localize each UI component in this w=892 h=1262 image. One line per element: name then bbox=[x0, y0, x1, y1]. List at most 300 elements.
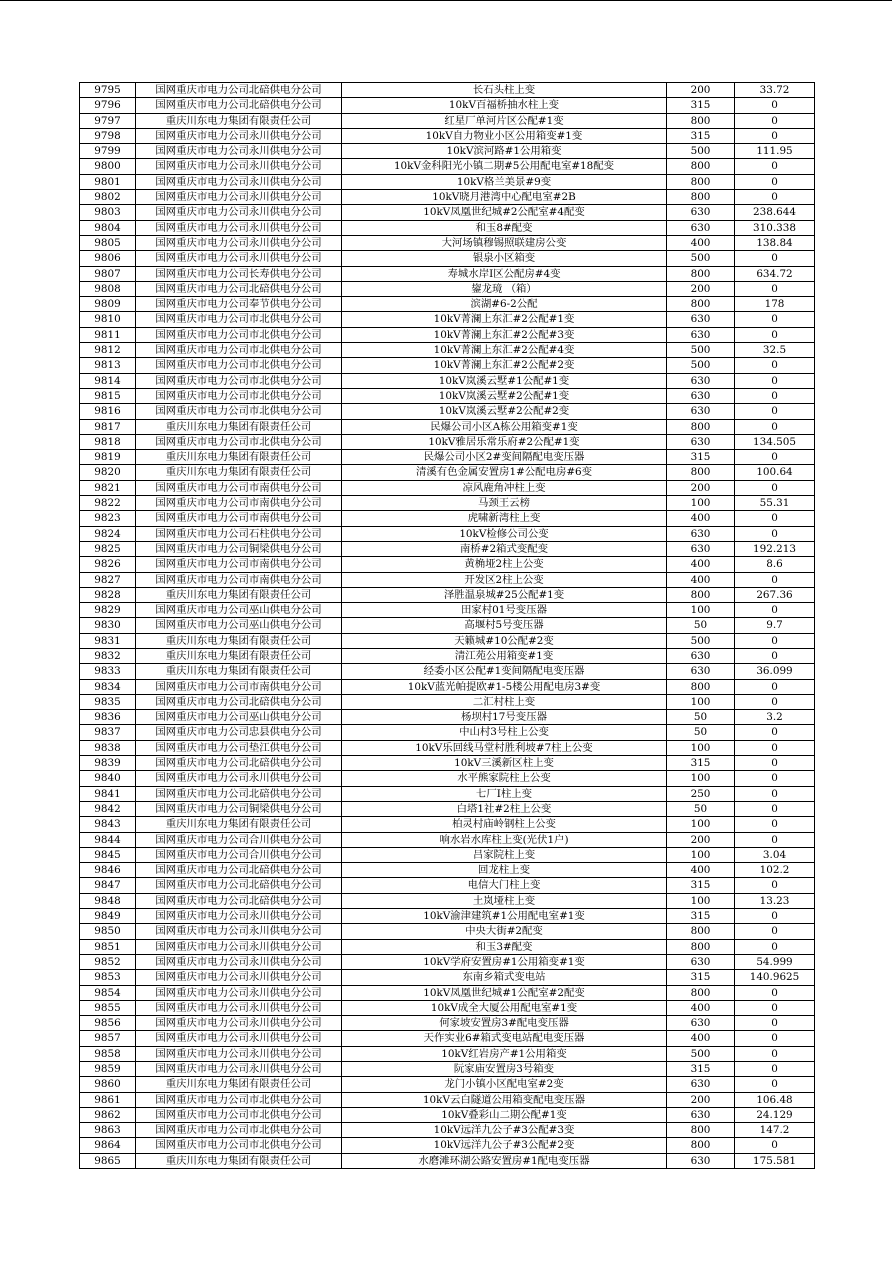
transformer-name-cell: 10kV远洋九公子#3公配#3变 bbox=[342, 1123, 667, 1138]
value-cell: 634.72 bbox=[735, 266, 815, 281]
capacity-cell: 200 bbox=[667, 832, 735, 847]
transformer-name-cell: 10kV菁澜上东汇#2公配#2变 bbox=[342, 358, 667, 373]
value-cell: 0 bbox=[735, 633, 815, 648]
capacity-cell: 400 bbox=[667, 1031, 735, 1046]
capacity-cell: 200 bbox=[667, 281, 735, 296]
row-number: 9799 bbox=[80, 144, 136, 159]
value-cell: 0 bbox=[735, 98, 815, 113]
row-number: 9834 bbox=[80, 679, 136, 694]
value-cell: 54.999 bbox=[735, 954, 815, 969]
row-number: 9814 bbox=[80, 373, 136, 388]
table-row bbox=[80, 847, 815, 862]
transformer-name-cell: 10kV远洋九公子#3公配#2变 bbox=[342, 1138, 667, 1153]
transformer-name-cell: 吕家院柱上变 bbox=[342, 847, 667, 862]
value-cell: 0 bbox=[735, 190, 815, 205]
value-cell: 178 bbox=[735, 297, 815, 312]
value-cell: 0 bbox=[735, 878, 815, 893]
value-cell: 102.2 bbox=[735, 863, 815, 878]
transformer-name-cell: 水磨滩环湖公路安置房#1配电变压器 bbox=[342, 1153, 667, 1168]
transformer-name-cell: 10kV成全大厦公用配电室#1变 bbox=[342, 1000, 667, 1015]
transformer-name-cell: 民爆公司小区A栋公用箱变#1变 bbox=[342, 419, 667, 434]
table-row bbox=[80, 954, 815, 969]
company-cell: 国网重庆市电力公司铜梁供电分公司 bbox=[136, 801, 342, 816]
value-cell: 138.84 bbox=[735, 235, 815, 250]
transformer-name-cell: 10kV岚溪云墅#2公配#2变 bbox=[342, 404, 667, 419]
table-row bbox=[80, 190, 815, 205]
capacity-cell: 630 bbox=[667, 327, 735, 342]
value-cell: 13.23 bbox=[735, 893, 815, 908]
value-cell: 0 bbox=[735, 939, 815, 954]
table-row bbox=[80, 970, 815, 985]
transformer-name-cell: 滨湖#6-2公配 bbox=[342, 297, 667, 312]
table-row bbox=[80, 694, 815, 709]
table-row bbox=[80, 1138, 815, 1153]
capacity-cell: 800 bbox=[667, 587, 735, 602]
table-row bbox=[80, 419, 815, 434]
capacity-cell: 800 bbox=[667, 924, 735, 939]
company-cell: 国网重庆市电力公司北碚供电分公司 bbox=[136, 786, 342, 801]
row-number: 9800 bbox=[80, 159, 136, 174]
value-cell: 0 bbox=[735, 281, 815, 296]
value-cell: 24.129 bbox=[735, 1107, 815, 1122]
row-number: 9852 bbox=[80, 954, 136, 969]
capacity-cell: 200 bbox=[667, 83, 735, 98]
transformer-name-cell: 长石头柱上变 bbox=[342, 83, 667, 98]
value-cell: 3.04 bbox=[735, 847, 815, 862]
transformer-name-cell: 二汇村柱上变 bbox=[342, 694, 667, 709]
company-cell: 国网重庆市电力公司巫山供电分公司 bbox=[136, 710, 342, 725]
transformer-name-cell: 清江苑公用箱变#1变 bbox=[342, 648, 667, 663]
transformer-name-cell: 阮家庙安置房3号箱变 bbox=[342, 1062, 667, 1077]
capacity-cell: 400 bbox=[667, 863, 735, 878]
value-cell: 0 bbox=[735, 771, 815, 786]
transformer-name-cell: 10kV凤凰世纪城#1公配室#2配变 bbox=[342, 985, 667, 1000]
company-cell: 国网重庆市电力公司北碚供电分公司 bbox=[136, 756, 342, 771]
company-cell: 国网重庆市电力公司永川供电分公司 bbox=[136, 190, 342, 205]
table-body bbox=[80, 83, 815, 1169]
table-row bbox=[80, 312, 815, 327]
company-cell: 国网重庆市电力公司巫山供电分公司 bbox=[136, 603, 342, 618]
company-cell: 国网重庆市电力公司永川供电分公司 bbox=[136, 1000, 342, 1015]
value-cell: 0 bbox=[735, 113, 815, 128]
capacity-cell: 630 bbox=[667, 1016, 735, 1031]
transformer-name-cell: 龙门小镇小区配电室#2变 bbox=[342, 1077, 667, 1092]
transformer-name-cell: 七厂Ⅰ柱上变 bbox=[342, 786, 667, 801]
value-cell: 8.6 bbox=[735, 557, 815, 572]
table-row bbox=[80, 909, 815, 924]
capacity-cell: 100 bbox=[667, 496, 735, 511]
capacity-cell: 800 bbox=[667, 679, 735, 694]
transformer-name-cell: 田家村01号变压器 bbox=[342, 603, 667, 618]
company-cell: 国网重庆市电力公司石柱供电分公司 bbox=[136, 526, 342, 541]
transformer-name-cell: 10kV学府安置房#1公用箱变#1变 bbox=[342, 954, 667, 969]
company-cell: 国网重庆市电力公司永川供电分公司 bbox=[136, 220, 342, 235]
row-number: 9808 bbox=[80, 281, 136, 296]
transformer-name-cell: 开发区2柱上公变 bbox=[342, 572, 667, 587]
table-row bbox=[80, 144, 815, 159]
company-cell: 国网重庆市电力公司铜梁供电分公司 bbox=[136, 541, 342, 556]
row-number: 9811 bbox=[80, 327, 136, 342]
table-row bbox=[80, 893, 815, 908]
capacity-cell: 500 bbox=[667, 144, 735, 159]
table-row bbox=[80, 128, 815, 143]
company-cell: 重庆川东电力集团有限责任公司 bbox=[136, 419, 342, 434]
capacity-cell: 630 bbox=[667, 1107, 735, 1122]
table-row bbox=[80, 220, 815, 235]
company-cell: 国网重庆市电力公司北碚供电分公司 bbox=[136, 878, 342, 893]
table-row bbox=[80, 205, 815, 220]
capacity-cell: 630 bbox=[667, 312, 735, 327]
table-row bbox=[80, 832, 815, 847]
row-number: 9839 bbox=[80, 756, 136, 771]
row-number: 9802 bbox=[80, 190, 136, 205]
table-row bbox=[80, 1046, 815, 1061]
value-cell: 0 bbox=[735, 786, 815, 801]
row-number: 9812 bbox=[80, 343, 136, 358]
value-cell: 0 bbox=[735, 128, 815, 143]
value-cell: 0 bbox=[735, 174, 815, 189]
transformer-name-cell: 和玉3#配变 bbox=[342, 939, 667, 954]
company-cell: 国网重庆市电力公司市南供电分公司 bbox=[136, 480, 342, 495]
company-cell: 国网重庆市电力公司永川供电分公司 bbox=[136, 924, 342, 939]
company-cell: 重庆川东电力集团有限责任公司 bbox=[136, 587, 342, 602]
value-cell: 310.338 bbox=[735, 220, 815, 235]
company-cell: 重庆川东电力集团有限责任公司 bbox=[136, 817, 342, 832]
capacity-cell: 500 bbox=[667, 358, 735, 373]
company-cell: 国网重庆市电力公司奉节供电分公司 bbox=[136, 297, 342, 312]
capacity-cell: 315 bbox=[667, 1062, 735, 1077]
value-cell: 0 bbox=[735, 985, 815, 1000]
company-cell: 国网重庆市电力公司北碚供电分公司 bbox=[136, 83, 342, 98]
transformer-name-cell: 东南乡箱式变电站 bbox=[342, 970, 667, 985]
company-cell: 国网重庆市电力公司市南供电分公司 bbox=[136, 496, 342, 511]
row-number: 9827 bbox=[80, 572, 136, 587]
transformer-name-cell: 10kV百福桥抽水柱上变 bbox=[342, 98, 667, 113]
company-cell: 国网重庆市电力公司巫山供电分公司 bbox=[136, 618, 342, 633]
row-number: 9829 bbox=[80, 603, 136, 618]
table-row bbox=[80, 1107, 815, 1122]
company-cell: 国网重庆市电力公司市北供电分公司 bbox=[136, 312, 342, 327]
capacity-cell: 630 bbox=[667, 541, 735, 556]
table-row bbox=[80, 373, 815, 388]
row-number: 9821 bbox=[80, 480, 136, 495]
company-cell: 国网重庆市电力公司永川供电分公司 bbox=[136, 771, 342, 786]
capacity-cell: 800 bbox=[667, 1138, 735, 1153]
value-cell: 0 bbox=[735, 511, 815, 526]
table-row bbox=[80, 541, 815, 556]
company-cell: 重庆川东电力集团有限责任公司 bbox=[136, 113, 342, 128]
transformer-name-cell: 10kV格兰美景#9变 bbox=[342, 174, 667, 189]
table-row bbox=[80, 159, 815, 174]
transformer-name-cell: 凉风鹿角冲柱上变 bbox=[342, 480, 667, 495]
row-number: 9826 bbox=[80, 557, 136, 572]
row-number: 9828 bbox=[80, 587, 136, 602]
row-number: 9823 bbox=[80, 511, 136, 526]
row-number: 9848 bbox=[80, 893, 136, 908]
row-number: 9818 bbox=[80, 434, 136, 449]
table-row bbox=[80, 1016, 815, 1031]
row-number: 9803 bbox=[80, 205, 136, 220]
value-cell: 0 bbox=[735, 450, 815, 465]
capacity-cell: 315 bbox=[667, 98, 735, 113]
table-row bbox=[80, 113, 815, 128]
value-cell: 147.2 bbox=[735, 1123, 815, 1138]
capacity-cell: 315 bbox=[667, 756, 735, 771]
value-cell: 140.9625 bbox=[735, 970, 815, 985]
company-cell: 国网重庆市电力公司垫江供电分公司 bbox=[136, 740, 342, 755]
row-number: 9836 bbox=[80, 710, 136, 725]
value-cell: 111.95 bbox=[735, 144, 815, 159]
transformer-name-cell: 中山村3号柱上公变 bbox=[342, 725, 667, 740]
capacity-cell: 800 bbox=[667, 465, 735, 480]
table-row bbox=[80, 1000, 815, 1015]
transformer-name-cell: 10kV雅居乐常乐府#2公配#1变 bbox=[342, 434, 667, 449]
transformer-name-cell: 马颈王云榜 bbox=[342, 496, 667, 511]
table-row bbox=[80, 1092, 815, 1107]
table-row bbox=[80, 771, 815, 786]
value-cell: 0 bbox=[735, 679, 815, 694]
company-cell: 国网重庆市电力公司永川供电分公司 bbox=[136, 954, 342, 969]
table-row bbox=[80, 343, 815, 358]
transformer-name-cell: 中央大街#2配变 bbox=[342, 924, 667, 939]
capacity-cell: 630 bbox=[667, 1153, 735, 1168]
table-row bbox=[80, 480, 815, 495]
row-number: 9806 bbox=[80, 251, 136, 266]
company-cell: 国网重庆市电力公司市南供电分公司 bbox=[136, 511, 342, 526]
capacity-cell: 630 bbox=[667, 1077, 735, 1092]
transformer-name-cell: 10kV自力物业小区公用箱变#1变 bbox=[342, 128, 667, 143]
row-number: 9820 bbox=[80, 465, 136, 480]
row-number: 9825 bbox=[80, 541, 136, 556]
company-cell: 国网重庆市电力公司永川供电分公司 bbox=[136, 144, 342, 159]
value-cell: 0 bbox=[735, 572, 815, 587]
transformer-name-cell: 10kV菁澜上东汇#2公配#4变 bbox=[342, 343, 667, 358]
capacity-cell: 100 bbox=[667, 817, 735, 832]
value-cell: 0 bbox=[735, 1077, 815, 1092]
transformer-name-cell: 10kV三溪新区柱上变 bbox=[342, 756, 667, 771]
value-cell: 192.213 bbox=[735, 541, 815, 556]
table-row bbox=[80, 1153, 815, 1168]
company-cell: 国网重庆市电力公司永川供电分公司 bbox=[136, 1046, 342, 1061]
row-number: 9815 bbox=[80, 388, 136, 403]
company-cell: 国网重庆市电力公司市北供电分公司 bbox=[136, 1092, 342, 1107]
table-row bbox=[80, 1123, 815, 1138]
company-cell: 国网重庆市电力公司市北供电分公司 bbox=[136, 358, 342, 373]
company-cell: 国网重庆市电力公司合川供电分公司 bbox=[136, 832, 342, 847]
company-cell: 国网重庆市电力公司市北供电分公司 bbox=[136, 1123, 342, 1138]
row-number: 9846 bbox=[80, 863, 136, 878]
capacity-cell: 100 bbox=[667, 893, 735, 908]
capacity-cell: 630 bbox=[667, 205, 735, 220]
value-cell: 0 bbox=[735, 832, 815, 847]
transformer-name-cell: 黄桷垭2柱上公变 bbox=[342, 557, 667, 572]
value-cell: 36.099 bbox=[735, 664, 815, 679]
row-number: 9863 bbox=[80, 1123, 136, 1138]
company-cell: 国网重庆市电力公司市南供电分公司 bbox=[136, 679, 342, 694]
row-number: 9796 bbox=[80, 98, 136, 113]
transformer-name-cell: 白塔1社#2柱上公变 bbox=[342, 801, 667, 816]
capacity-cell: 250 bbox=[667, 786, 735, 801]
company-cell: 国网重庆市电力公司永川供电分公司 bbox=[136, 970, 342, 985]
page-top-border bbox=[0, 0, 892, 1]
transformer-name-cell: 南桥#2箱式变配变 bbox=[342, 541, 667, 556]
value-cell: 0 bbox=[735, 159, 815, 174]
transformer-name-cell: 电信大门柱上变 bbox=[342, 878, 667, 893]
capacity-cell: 500 bbox=[667, 633, 735, 648]
transformer-name-cell: 泽胜温泉城#25公配#1变 bbox=[342, 587, 667, 602]
value-cell: 0 bbox=[735, 725, 815, 740]
company-cell: 重庆川东电力集团有限责任公司 bbox=[136, 633, 342, 648]
company-cell: 国网重庆市电力公司永川供电分公司 bbox=[136, 174, 342, 189]
value-cell: 100.64 bbox=[735, 465, 815, 480]
company-cell: 国网重庆市电力公司北碚供电分公司 bbox=[136, 98, 342, 113]
company-cell: 重庆川东电力集团有限责任公司 bbox=[136, 465, 342, 480]
table-row bbox=[80, 587, 815, 602]
transformer-name-cell: 天籁城#10公配#2变 bbox=[342, 633, 667, 648]
company-cell: 国网重庆市电力公司永川供电分公司 bbox=[136, 909, 342, 924]
table-row bbox=[80, 83, 815, 98]
capacity-cell: 400 bbox=[667, 572, 735, 587]
value-cell: 3.2 bbox=[735, 710, 815, 725]
value-cell: 238.644 bbox=[735, 205, 815, 220]
row-number: 9842 bbox=[80, 801, 136, 816]
row-number: 9865 bbox=[80, 1153, 136, 1168]
value-cell: 0 bbox=[735, 1031, 815, 1046]
table-row bbox=[80, 526, 815, 541]
company-cell: 国网重庆市电力公司市北供电分公司 bbox=[136, 373, 342, 388]
value-cell: 0 bbox=[735, 251, 815, 266]
transformer-name-cell: 清溪有色金属安置房1#公配电房#6变 bbox=[342, 465, 667, 480]
table-row bbox=[80, 985, 815, 1000]
transformer-name-cell: 10kV菁澜上东汇#2公配#1变 bbox=[342, 312, 667, 327]
company-cell: 国网重庆市电力公司永川供电分公司 bbox=[136, 939, 342, 954]
company-cell: 国网重庆市电力公司永川供电分公司 bbox=[136, 205, 342, 220]
capacity-cell: 50 bbox=[667, 725, 735, 740]
table-row bbox=[80, 557, 815, 572]
company-cell: 国网重庆市电力公司永川供电分公司 bbox=[136, 1031, 342, 1046]
capacity-cell: 630 bbox=[667, 434, 735, 449]
capacity-cell: 800 bbox=[667, 174, 735, 189]
value-cell: 0 bbox=[735, 801, 815, 816]
capacity-cell: 800 bbox=[667, 297, 735, 312]
capacity-cell: 315 bbox=[667, 128, 735, 143]
row-number: 9809 bbox=[80, 297, 136, 312]
capacity-cell: 315 bbox=[667, 909, 735, 924]
table-row bbox=[80, 618, 815, 633]
company-cell: 国网重庆市电力公司忠县供电分公司 bbox=[136, 725, 342, 740]
transformer-name-cell: 何家坡安置房3#配电变压器 bbox=[342, 1016, 667, 1031]
capacity-cell: 400 bbox=[667, 511, 735, 526]
row-number: 9853 bbox=[80, 970, 136, 985]
row-number: 9860 bbox=[80, 1077, 136, 1092]
capacity-cell: 800 bbox=[667, 159, 735, 174]
transformer-name-cell: 10kV渝津建筑#1公用配电室#1变 bbox=[342, 909, 667, 924]
capacity-cell: 50 bbox=[667, 618, 735, 633]
row-number: 9851 bbox=[80, 939, 136, 954]
capacity-cell: 315 bbox=[667, 450, 735, 465]
value-cell: 0 bbox=[735, 327, 815, 342]
row-number: 9857 bbox=[80, 1031, 136, 1046]
company-cell: 重庆川东电力集团有限责任公司 bbox=[136, 648, 342, 663]
capacity-cell: 500 bbox=[667, 251, 735, 266]
table-row bbox=[80, 496, 815, 511]
company-cell: 国网重庆市电力公司合川供电分公司 bbox=[136, 847, 342, 862]
value-cell: 33.72 bbox=[735, 83, 815, 98]
transformer-name-cell: 10kV滨河路#1公用箱变 bbox=[342, 144, 667, 159]
capacity-cell: 400 bbox=[667, 235, 735, 250]
row-number: 9847 bbox=[80, 878, 136, 893]
company-cell: 国网重庆市电力公司北碚供电分公司 bbox=[136, 694, 342, 709]
row-number: 9841 bbox=[80, 786, 136, 801]
transformer-name-cell: 10kV红岩房产#1公用箱变 bbox=[342, 1046, 667, 1061]
transformer-name-cell: 响水岩水库柱上变(光伏1户) bbox=[342, 832, 667, 847]
capacity-cell: 315 bbox=[667, 878, 735, 893]
transformer-name-cell: 土岚垭柱上变 bbox=[342, 893, 667, 908]
transformer-name-cell: 10kV云白隧道公用箱变配电变压器 bbox=[342, 1092, 667, 1107]
table-row bbox=[80, 756, 815, 771]
row-number: 9817 bbox=[80, 419, 136, 434]
transformer-name-cell: 红星厂单河片区公配#1变 bbox=[342, 113, 667, 128]
transformer-name-cell: 10kV检修公司公变 bbox=[342, 526, 667, 541]
row-number: 9833 bbox=[80, 664, 136, 679]
table-row bbox=[80, 251, 815, 266]
row-number: 9830 bbox=[80, 618, 136, 633]
capacity-cell: 630 bbox=[667, 648, 735, 663]
capacity-cell: 100 bbox=[667, 603, 735, 618]
table-row bbox=[80, 878, 815, 893]
transformer-name-cell: 虎啸新湾柱上变 bbox=[342, 511, 667, 526]
table-row bbox=[80, 297, 815, 312]
row-number: 9859 bbox=[80, 1062, 136, 1077]
row-number: 9854 bbox=[80, 985, 136, 1000]
transformer-name-cell: 和玉8#配变 bbox=[342, 220, 667, 235]
transformer-name-cell: 高堰村5号变压器 bbox=[342, 618, 667, 633]
value-cell: 0 bbox=[735, 388, 815, 403]
company-cell: 国网重庆市电力公司市北供电分公司 bbox=[136, 404, 342, 419]
capacity-cell: 400 bbox=[667, 1000, 735, 1015]
value-cell: 0 bbox=[735, 358, 815, 373]
transformer-name-cell: 10kV菁澜上东汇#2公配#3变 bbox=[342, 327, 667, 342]
capacity-cell: 800 bbox=[667, 190, 735, 205]
company-cell: 国网重庆市电力公司市南供电分公司 bbox=[136, 557, 342, 572]
transformer-name-cell: 柏灵村庙岭钢柱上公变 bbox=[342, 817, 667, 832]
capacity-cell: 630 bbox=[667, 404, 735, 419]
row-number: 9816 bbox=[80, 404, 136, 419]
capacity-cell: 100 bbox=[667, 847, 735, 862]
capacity-cell: 100 bbox=[667, 771, 735, 786]
company-cell: 国网重庆市电力公司市北供电分公司 bbox=[136, 388, 342, 403]
value-cell: 175.581 bbox=[735, 1153, 815, 1168]
value-cell: 0 bbox=[735, 1016, 815, 1031]
transformer-name-cell: 民爆公司小区2#变间隔配电变压器 bbox=[342, 450, 667, 465]
capacity-cell: 630 bbox=[667, 526, 735, 541]
table-row bbox=[80, 924, 815, 939]
capacity-cell: 50 bbox=[667, 710, 735, 725]
company-cell: 国网重庆市电力公司市北供电分公司 bbox=[136, 1107, 342, 1122]
row-number: 9864 bbox=[80, 1138, 136, 1153]
row-number: 9861 bbox=[80, 1092, 136, 1107]
company-cell: 重庆川东电力集团有限责任公司 bbox=[136, 450, 342, 465]
value-cell: 0 bbox=[735, 373, 815, 388]
transformer-table bbox=[79, 82, 815, 1169]
row-number: 9855 bbox=[80, 1000, 136, 1015]
company-cell: 国网重庆市电力公司永川供电分公司 bbox=[136, 1016, 342, 1031]
capacity-cell: 800 bbox=[667, 985, 735, 1000]
value-cell: 0 bbox=[735, 909, 815, 924]
transformer-name-cell: 10kV叠彩山二期公配#1变 bbox=[342, 1107, 667, 1122]
capacity-cell: 800 bbox=[667, 939, 735, 954]
company-cell: 国网重庆市电力公司北碚供电分公司 bbox=[136, 893, 342, 908]
